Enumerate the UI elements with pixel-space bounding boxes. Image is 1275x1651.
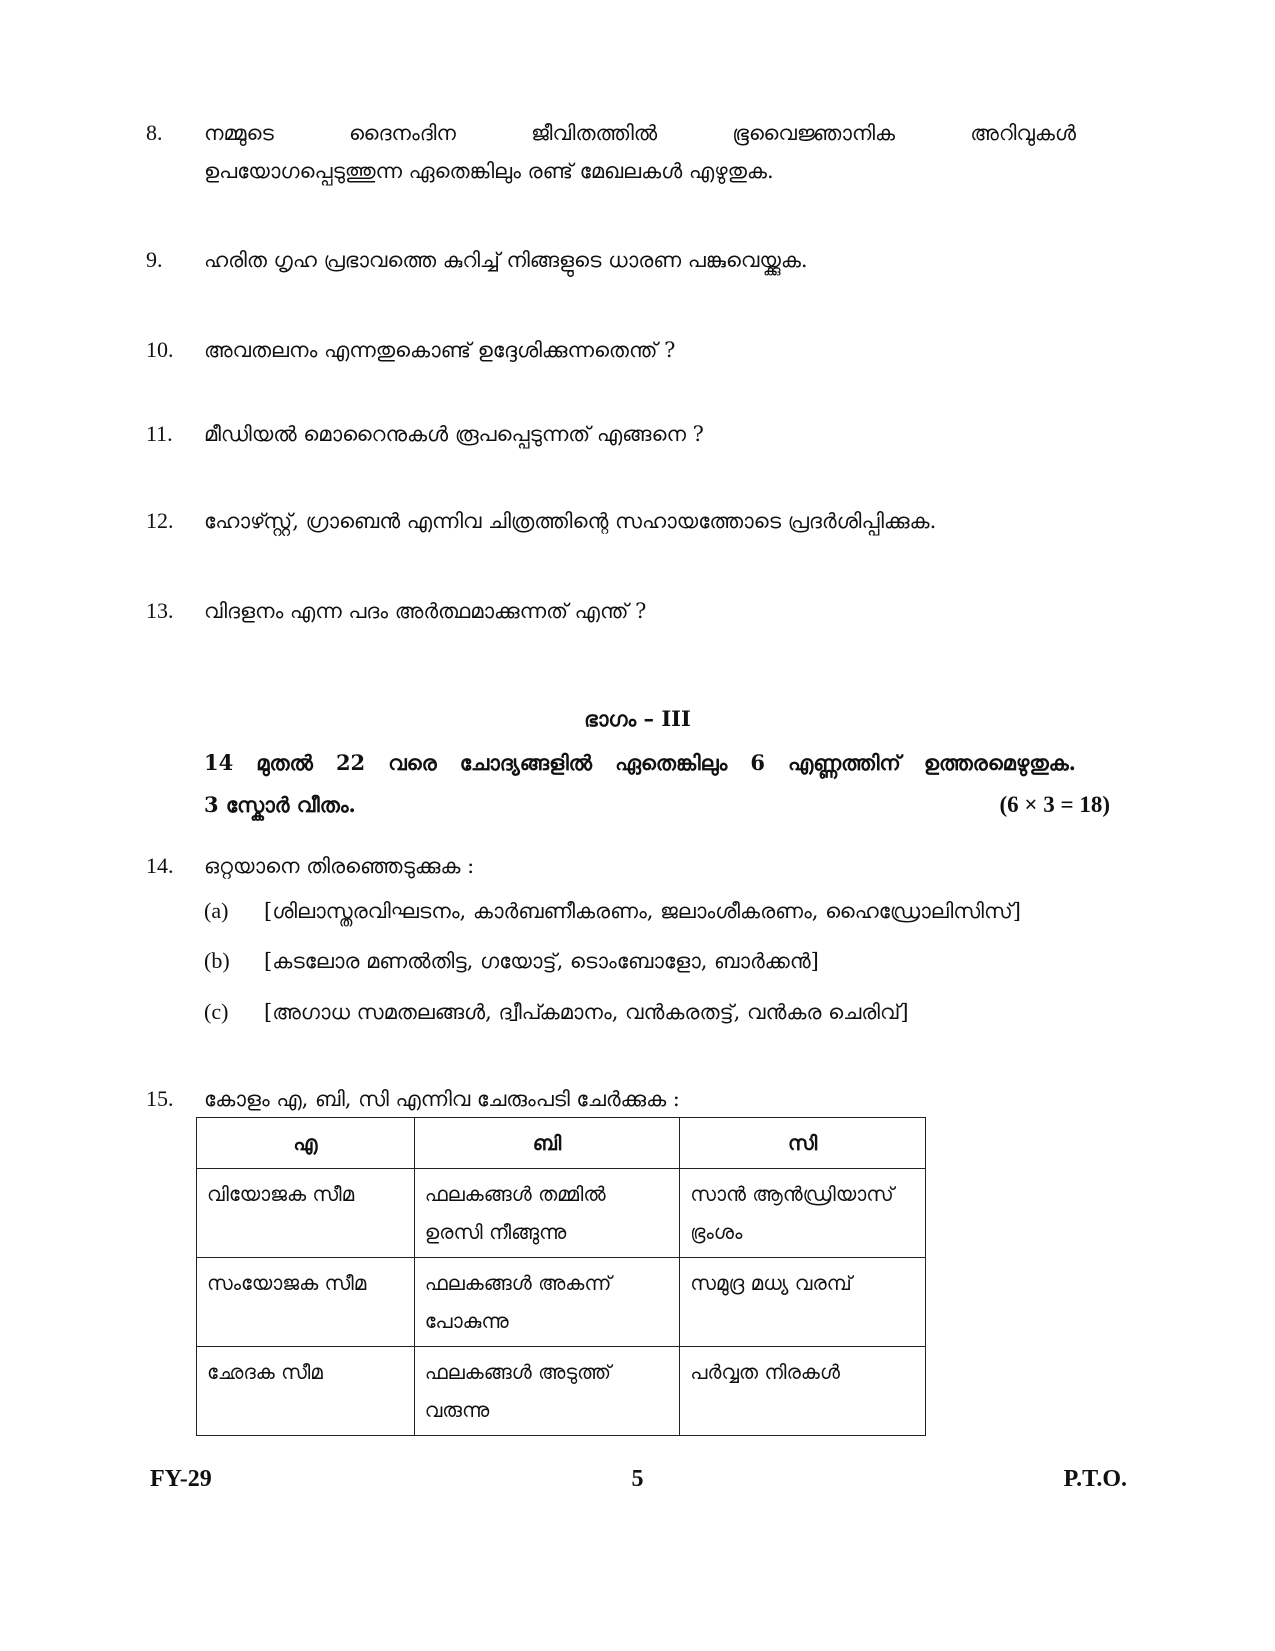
question-number: 8. bbox=[146, 120, 163, 145]
question-10 bbox=[146, 331, 1076, 369]
question-text: ഹരിത ഗൃഹ പ്രഭാവത്തെ കുറിച്ച് നിങ്ങളുടെ ധാരണ പങ്കുവെയ്ക്കുക. bbox=[204, 248, 808, 272]
section-instruction: 14 മുതൽ 22 വരെ ചോദ്യങ്ങളിൽ ഏതെങ്കിലും 6 എണ്ണത്തിന് ഉത്തരമെഴുതുക. bbox=[204, 750, 1076, 775]
question-text: അവതലനം എന്നതുകൊണ്ട് ഉദ്ദേശിക്കുന്നതെന്ത് ? bbox=[204, 338, 676, 362]
match-table bbox=[196, 1117, 926, 1436]
question-15 bbox=[146, 1080, 1076, 1118]
question-text-line1: നമ്മുടെ ദൈനംദിന ജീവിതത്തിൽ ഭൂവൈജ്ഞാനിക അറിവുകൾ bbox=[204, 121, 1076, 145]
question-13 bbox=[146, 592, 1076, 630]
question-text: ഹോഴ്സ്റ്റ്, ഗ്രാബെൻ എന്നിവ ചിത്രത്തിന്റെ സഹായത്തോടെ പ്രദർശിപ്പിക്കുക. bbox=[204, 509, 937, 533]
question-text-line2: ഉപയോഗപ്പെടുത്തുന്ന ഏതെങ്കിലും രണ്ട് മേഖലകൾ എഴുതുക. bbox=[204, 159, 774, 183]
option-text: [കടലോര മണൽതിട്ട, ഗയോട്ട്, ടൊംബോളോ, ബാർക്കൻ] bbox=[264, 949, 819, 973]
option-b bbox=[204, 948, 819, 974]
paper-code: FY-29 bbox=[150, 1466, 212, 1492]
question-number: 12. bbox=[146, 508, 174, 533]
option-label: (a) bbox=[204, 898, 229, 923]
pto-label: P.T.O. bbox=[1063, 1466, 1127, 1492]
question-number: 10. bbox=[146, 337, 174, 362]
option-a bbox=[204, 898, 1021, 924]
section-score-line bbox=[204, 792, 1110, 818]
column-header-a: എ bbox=[197, 1118, 415, 1169]
table-row bbox=[197, 1169, 926, 1258]
table-cell: വിയോജക സീമ bbox=[197, 1169, 415, 1258]
table-row bbox=[197, 1347, 926, 1436]
table-header-row bbox=[197, 1118, 926, 1169]
option-label: (c) bbox=[204, 999, 229, 1024]
question-9 bbox=[146, 241, 1076, 279]
option-c bbox=[204, 999, 909, 1025]
option-label: (b) bbox=[204, 948, 230, 973]
table-cell: പർവ്വത നിരകൾ bbox=[680, 1347, 926, 1436]
page-number: 5 bbox=[631, 1466, 644, 1492]
question-number: 9. bbox=[146, 247, 163, 272]
table-row bbox=[197, 1258, 926, 1347]
question-text: മീഡിയൽ മൊറൈനുകൾ രൂപപ്പെടുന്നത് എങ്ങനെ ? bbox=[204, 422, 704, 446]
option-text: [അഗാധ സമതലങ്ങൾ, ദ്വീപ്കമാനം, വൻകരതട്ട്, വൻകര ചെരിവ്] bbox=[264, 1000, 909, 1024]
table-cell: സമുദ്ര മധ്യ വരമ്പ് bbox=[680, 1258, 926, 1347]
question-number: 14. bbox=[146, 853, 174, 878]
question-8 bbox=[146, 114, 1076, 190]
question-14 bbox=[146, 847, 1076, 885]
question-text: കോളം എ, ബി, സി എന്നിവ ചേരുംപടി ചേർക്കുക : bbox=[204, 1087, 680, 1111]
table-cell: ഫലകങ്ങൾ തമ്മിൽ ഉരസി നീങ്ങുന്നു bbox=[414, 1169, 680, 1258]
table-cell: സംയോജക സീമ bbox=[197, 1258, 415, 1347]
question-number: 15. bbox=[146, 1086, 174, 1111]
question-text bbox=[204, 114, 1076, 190]
table-cell: ഫലകങ്ങൾ അകന്ന് പോകുന്നു bbox=[414, 1258, 680, 1347]
table-cell: ഫലകങ്ങൾ അടുത്ത് വരുന്നു bbox=[414, 1347, 680, 1436]
table-cell: സാൻ ആൻഡ്രിയാസ് ഭ്രംശം bbox=[680, 1169, 926, 1258]
question-text: ഒറ്റയാനെ തിരഞ്ഞെടുക്കുക : bbox=[204, 854, 475, 878]
question-number: 11. bbox=[146, 421, 173, 446]
option-text: [ശിലാസ്തരവിഘടനം, കാർബണീകരണം, ജലാംശീകരണം, ഹൈഡ്രോലിസിസ്] bbox=[264, 899, 1021, 923]
question-number: 13. bbox=[146, 598, 174, 623]
question-12 bbox=[146, 502, 1076, 540]
score-text: 3 സ്കോർ വീതം. bbox=[204, 792, 356, 817]
table-cell: ഛേദക സീമ bbox=[197, 1347, 415, 1436]
section-title: ഭാഗം – III bbox=[584, 706, 691, 731]
question-text: വിദളനം എന്ന പദം അർത്ഥമാക്കുന്നത് എന്ത് ? bbox=[204, 599, 647, 623]
column-header-b: ബി bbox=[414, 1118, 680, 1169]
column-header-c: സി bbox=[680, 1118, 926, 1169]
section-marks: (6 × 3 = 18) bbox=[999, 792, 1110, 817]
question-11 bbox=[146, 415, 1076, 453]
